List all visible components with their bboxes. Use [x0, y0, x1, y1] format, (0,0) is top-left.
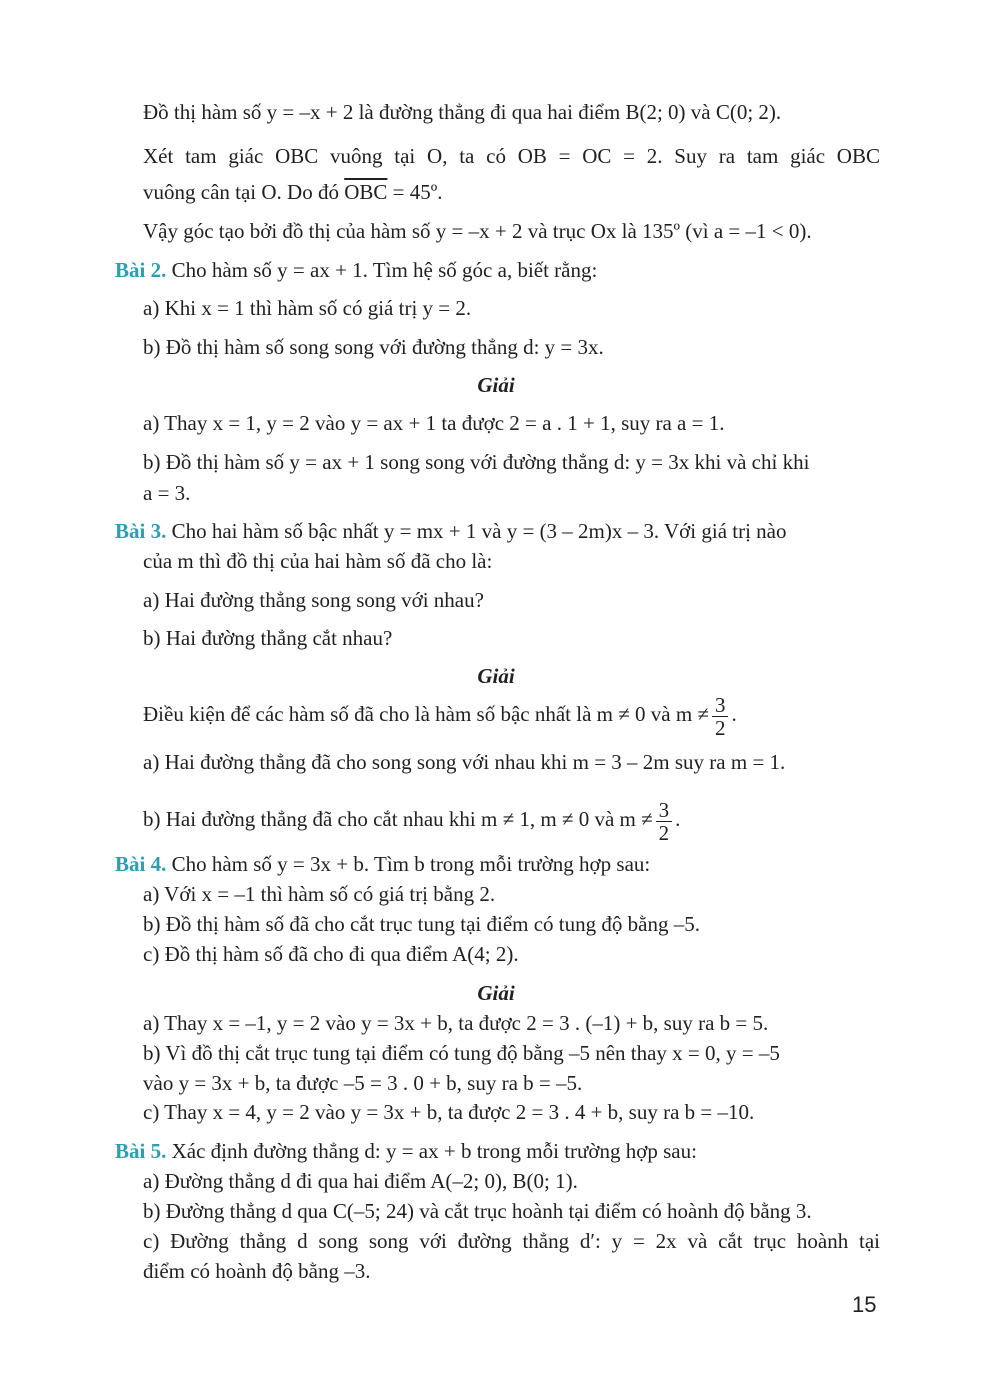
bai3-solution-a: a) Hai đường thẳng đã cho song song với nhau khi m = 3 – 2m suy ra m = 1. — [143, 750, 786, 774]
bai5-text: Xác định đường thẳng d: y = ax + b trong mỗi trường hợp sau: — [166, 1139, 697, 1163]
bai3-giai-heading: Giải — [477, 664, 515, 688]
bai3-heading — [115, 518, 787, 544]
bai4-solution-b-1: b) Vì đồ thị cắt trục tung tại điểm có tung độ bằng –5 nên thay x = 0, y = –5 — [143, 1041, 780, 1065]
bai2-giai-heading: Giải — [477, 373, 515, 397]
bai3-condition-text: Điều kiện để các hàm số đã cho là hàm số bậc nhất là m ≠ 0 và m ≠ — [143, 702, 709, 726]
bai5-label: Bài 5. — [115, 1139, 167, 1163]
bai3-b: b) Hai đường thẳng cắt nhau? — [143, 626, 393, 650]
bai5-a: a) Đường thẳng d đi qua hai điểm A(–2; 0), B(0; 1). — [143, 1169, 578, 1193]
bai4-label: Bài 4. — [115, 852, 167, 876]
bai2-label: Bài 2. — [115, 258, 167, 282]
bai2-a: a) Khi x = 1 thì hàm số có giá trị y = 2. — [143, 296, 472, 320]
bai5-heading — [115, 1138, 697, 1164]
bai5-c-1: c) Đường thẳng d song song với đường thẳng d′: y = 2x và cắt trục hoành tại — [143, 1229, 880, 1253]
bai3-solution-b-text: b) Hai đường thẳng đã cho cắt nhau khi m ≠ 1, m ≠ 0 và m ≠ — [143, 807, 653, 831]
condition-period: . — [731, 702, 737, 726]
bai2-solution-b-2: a = 3. — [143, 481, 191, 505]
fraction-denominator: 2 — [714, 715, 726, 740]
bai3-a: a) Hai đường thẳng song song với nhau? — [143, 588, 484, 612]
fraction-numerator: 3 — [712, 694, 729, 717]
intro-line-3-end: = 45º. — [387, 180, 443, 204]
bai5-b: b) Đường thẳng d qua C(–5; 24) và cắt trục hoành tại điểm có hoành độ bằng 3. — [143, 1199, 812, 1223]
bai4-giai-heading: Giải — [477, 981, 515, 1005]
bai3-text: Cho hai hàm số bậc nhất y = mx + 1 và y = (3 – 2m)x – 3. Với giá trị nào — [166, 519, 787, 543]
bai4-heading — [115, 851, 650, 877]
bai4-b: b) Đồ thị hàm số đã cho cắt trục tung tại điểm có tung độ bằng –5. — [143, 912, 700, 936]
fraction-3-2 — [712, 694, 729, 739]
bai4-solution-c: c) Thay x = 4, y = 2 vào y = 3x + b, ta được 2 = 3 . 4 + b, suy ra b = –10. — [143, 1100, 755, 1124]
bai4-c: c) Đồ thị hàm số đã cho đi qua điểm A(4; 2). — [143, 942, 519, 966]
bai5-c-2: điểm có hoành độ bằng –3. — [143, 1259, 371, 1283]
fraction-numerator-b: 3 — [656, 799, 673, 822]
page-number: 15 — [852, 1292, 877, 1317]
intro-line-1: Đồ thị hàm số y = –x + 2 là đường thẳng đi qua hai điểm B(2; 0) và C(0; 2). — [143, 100, 782, 124]
angle-obc: $\overline{OBC}$ — [344, 180, 388, 204]
intro-line-4: Vậy góc tạo bởi đồ thị của hàm số y = –x + 2 và trục Ox là 135º (vì a = –1 < 0). — [143, 219, 812, 243]
bai4-text: Cho hàm số y = 3x + b. Tìm b trong mỗi trường hợp sau: — [166, 852, 651, 876]
bai2-text: Cho hàm số y = ax + 1. Tìm hệ số góc a, biết rằng: — [166, 258, 598, 282]
intro-line-2: Xét tam giác OBC vuông tại O, ta có OB = OC = 2. Suy ra tam giác OBC — [143, 144, 880, 168]
bai3-condition — [143, 690, 737, 739]
bai3-text-2: của m thì đồ thị của hai hàm số đã cho là: — [143, 549, 493, 573]
solution-b-period: . — [675, 807, 681, 831]
bai2-solution-b-1: b) Đồ thị hàm số y = ax + 1 song song với đường thẳng d: y = 3x khi và chỉ khi — [143, 450, 810, 474]
fraction-denominator-b: 2 — [658, 820, 670, 845]
bai2-b: b) Đồ thị hàm số song song với đường thẳng d: y = 3x. — [143, 335, 604, 359]
bai4-solution-a: a) Thay x = –1, y = 2 vào y = 3x + b, ta được 2 = 3 . (–1) + b, suy ra b = 5. — [143, 1011, 769, 1035]
bai2-heading — [115, 257, 597, 283]
bai3-solution-b — [143, 795, 680, 844]
intro-line-3-start: vuông cân tại O. Do đó — [143, 180, 345, 204]
bai2-solution-a: a) Thay x = 1, y = 2 vào y = ax + 1 ta được 2 = a . 1 + 1, suy ra a = 1. — [143, 411, 725, 435]
bai4-solution-b-2: vào y = 3x + b, ta được –5 = 3 . 0 + b, suy ra b = –5. — [143, 1071, 583, 1095]
bai3-label: Bài 3. — [115, 519, 167, 543]
bai4-a: a) Với x = –1 thì hàm số có giá trị bằng 2. — [143, 882, 496, 906]
intro-line-3 — [143, 179, 443, 205]
fraction-3-2-b — [656, 799, 673, 844]
